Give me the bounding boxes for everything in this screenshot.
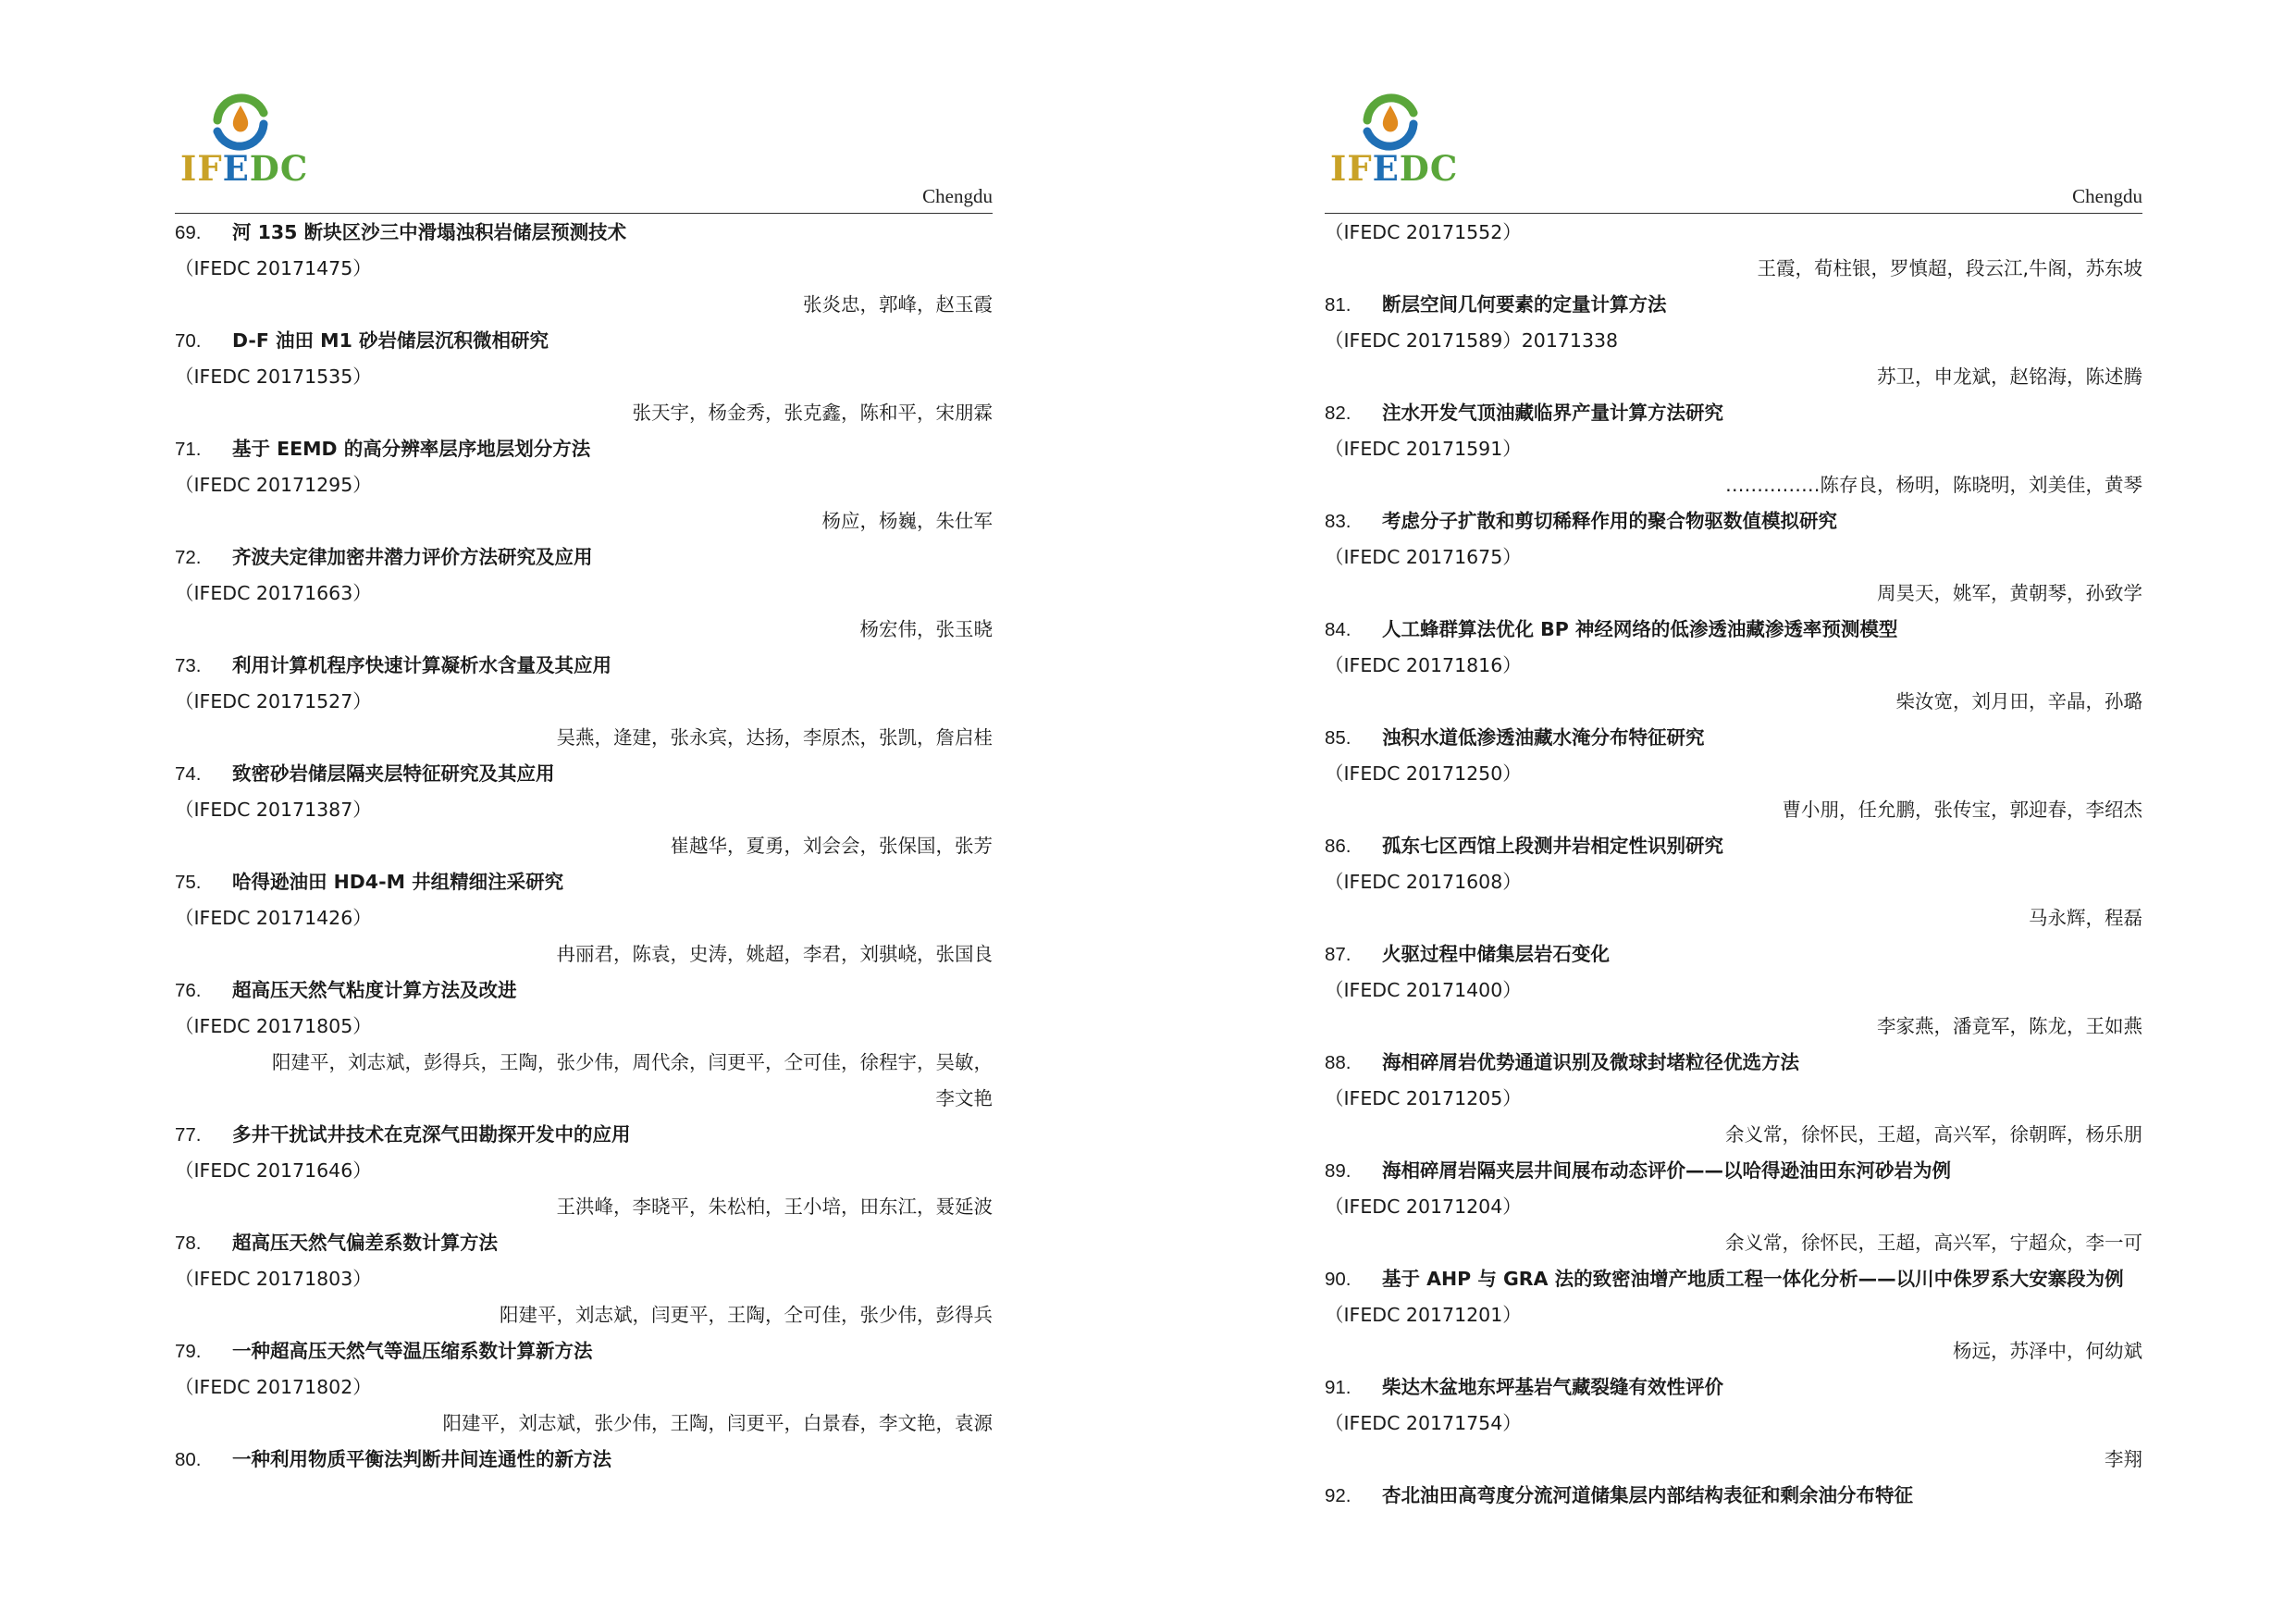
list-item — [1325, 1478, 2142, 1514]
entry-title — [1325, 1153, 2142, 1189]
entry-title-text: 注水开发气顶油藏临界产量计算方法研究 — [1382, 402, 1723, 424]
entry-id: （IFEDC 20171204） — [1325, 1196, 1522, 1218]
entry-title-text: 基于 EEMD 的高分辨率层序地层划分方法 — [232, 438, 591, 460]
entry-id: （IFEDC 20171663） — [175, 582, 372, 604]
entry-id: （IFEDC 20171527） — [175, 690, 372, 712]
list-item — [175, 864, 993, 973]
entry-title-text: 柴达木盆地东坪基岩气藏裂缝有效性评价 — [1382, 1376, 1723, 1398]
entry-number: 88. — [1325, 1052, 1352, 1073]
list-item — [175, 973, 993, 1117]
entry-id: （IFEDC 20171589）20171338 — [1325, 329, 1619, 352]
entry-title — [1325, 1261, 2142, 1297]
entry-authors: 杨远，苏泽中，何幼斌 — [1953, 1340, 2142, 1362]
entry-id: （IFEDC 20171675） — [1325, 546, 1522, 568]
entry-title-text: 哈得逊油田 HD4-M 井组精细注采研究 — [232, 871, 564, 893]
list-item — [1325, 1045, 2142, 1153]
entry-title-text: 利用计算机程序快速计算凝析水含量及其应用 — [232, 654, 611, 676]
entry-title-text: 齐波夫定律加密井潜力评价方法研究及应用 — [232, 546, 593, 568]
list-item — [1325, 828, 2142, 936]
entry-number: 86. — [1325, 836, 1352, 857]
list-item — [1325, 395, 2142, 503]
entry-title-text: 河 135 断块区沙三中滑塌浊积岩储层预测技术 — [232, 221, 627, 243]
logo-text: IFEDC — [1330, 148, 1459, 189]
list-item — [175, 1333, 993, 1442]
entry-title-text: 多井干扰试井技术在克深气田勘探开发中的应用 — [232, 1123, 631, 1146]
entry-title — [175, 323, 993, 359]
entry-title-text: 考虑分子扩散和剪切稀释作用的聚合物驱数值模拟研究 — [1382, 510, 1837, 532]
entry-number: 87. — [1325, 944, 1352, 965]
list-item — [175, 1225, 993, 1333]
entry-number: 81. — [1325, 294, 1352, 316]
entry-authors: 周昊天，姚军，黄朝琴，孙致学 — [1877, 582, 2142, 604]
entry-authors: 柴汝宽，刘月田，辛晶，孙璐 — [1895, 690, 2142, 712]
logo-emblem-icon — [180, 85, 301, 155]
right-page — [1325, 0, 2142, 1623]
entry-title-text: 海相碎屑岩隔夹层井间展布动态评价——以哈得逊油田东河砂岩为例 — [1382, 1159, 1951, 1182]
entry-id: （IFEDC 20171205） — [1325, 1087, 1522, 1109]
list-item — [175, 1442, 993, 1478]
entry-title-text: 火驱过程中储集层岩石变化 — [1382, 943, 1610, 965]
list-item — [175, 539, 993, 648]
entry-title — [1325, 720, 2142, 756]
entry-title — [1325, 1369, 2142, 1406]
list-item — [175, 431, 993, 539]
entry-authors: 余义常，徐怀民，王超，高兴军，徐朝晖，杨乐朋 — [1725, 1123, 2142, 1146]
list-item — [1325, 1153, 2142, 1261]
entry-id: （IFEDC 20171646） — [175, 1159, 372, 1182]
entry-number: 72. — [175, 547, 202, 568]
list-item — [1325, 612, 2142, 720]
entry-title — [1325, 828, 2142, 864]
entry-title — [175, 648, 993, 684]
entry-id: （IFEDC 20171805） — [175, 1015, 372, 1037]
logo-emblem-icon — [1330, 85, 1450, 155]
entry-id: （IFEDC 20171535） — [175, 365, 372, 388]
entry-authors: 阳建平，刘志斌，闫更平，王陶，仝可佳，张少伟，彭得兵 — [500, 1304, 993, 1326]
entry-authors: 张炎忠，郭峰，赵玉霞 — [803, 293, 993, 316]
entry-id: （IFEDC 20171295） — [175, 474, 372, 496]
entry-id: （IFEDC 20171426） — [175, 907, 372, 929]
entry-id: （IFEDC 20171400） — [1325, 979, 1522, 1001]
entry-authors: 李文艳 — [935, 1087, 993, 1109]
entry-title — [1325, 395, 2142, 431]
list-item — [175, 648, 993, 756]
entry-title — [175, 864, 993, 900]
entry-number: 71. — [175, 439, 202, 460]
entry-id: （IFEDC 20171591） — [1325, 438, 1522, 460]
entry-id: （IFEDC 20171250） — [1325, 762, 1522, 785]
entry-title-text: 致密砂岩储层隔夹层特征研究及其应用 — [232, 762, 555, 785]
entry-title — [175, 1442, 993, 1478]
entry-title — [1325, 1478, 2142, 1514]
entry-authors: 吴燕，逄建，张永宾，达扬，李原杰，张凯，詹启桂 — [556, 726, 993, 749]
entry-title-text: 浊积水道低渗透油藏水淹分布特征研究 — [1382, 726, 1705, 749]
list-item — [1325, 720, 2142, 828]
entry-authors: 李翔 — [2105, 1448, 2142, 1470]
entry-authors: 阳建平，刘志斌，彭得兵，王陶，张少伟，周代余，闫更平，仝可佳，徐程宇，吴敏， — [272, 1051, 993, 1073]
entry-title — [175, 756, 993, 792]
entry-id: （IFEDC 20171552） — [1325, 221, 1522, 243]
entry-title — [175, 1333, 993, 1369]
entry-authors: 崔越华，夏勇，刘会会，张保国，张芳 — [670, 835, 993, 857]
entry-title-text: 超高压天然气偏差系数计算方法 — [232, 1232, 498, 1254]
logo-text: IFEDC — [180, 148, 309, 189]
entry-number: 78. — [175, 1233, 202, 1254]
entry-title-text: 一种利用物质平衡法判断井间连通性的新方法 — [232, 1448, 611, 1470]
entry-title — [175, 1117, 993, 1153]
entry-title-text: 一种超高压天然气等温压缩系数计算新方法 — [232, 1340, 593, 1362]
list-item — [175, 215, 993, 323]
ifedc-logo — [1330, 85, 1459, 189]
entry-list-right — [1325, 215, 2142, 1514]
entry-title-text: 孤东七区西馆上段测井岩相定性识别研究 — [1382, 835, 1723, 857]
entry-authors: 杨应，杨巍，朱仕军 — [821, 510, 993, 532]
entry-authors: 张天宇，杨金秀，张克鑫，陈和平，宋朋霖 — [632, 402, 993, 424]
entry-title — [175, 1225, 993, 1261]
header-city: Chengdu — [2072, 185, 2142, 207]
entry-number: 85. — [1325, 727, 1352, 749]
list-item — [1325, 936, 2142, 1045]
entry-number: 90. — [1325, 1269, 1352, 1290]
list-item — [1325, 503, 2142, 612]
entry-authors: ……………陈存良，杨明，陈晓明，刘美佳，黄琴 — [1725, 474, 2142, 496]
list-item — [1325, 287, 2142, 395]
entry-number: 75. — [175, 872, 202, 893]
entry-title — [1325, 936, 2142, 973]
entry-authors: 马永辉，程磊 — [2029, 907, 2142, 929]
entry-title-text: 人工蜂群算法优化 BP 神经网络的低渗透油藏渗透率预测模型 — [1382, 618, 1898, 640]
entry-title-text: 杏北油田高弯度分流河道储集层内部结构表征和剩余油分布特征 — [1382, 1484, 1913, 1506]
entry-number: 74. — [175, 763, 202, 785]
entry-authors: 余义常，徐怀民，王超，高兴军，宁超众，李一可 — [1725, 1232, 2142, 1254]
entry-authors: 冉丽君，陈袁，史涛，姚超，李君，刘骐峣，张国良 — [556, 943, 993, 965]
list-item — [1325, 1369, 2142, 1478]
entry-title-text: 基于 AHP 与 GRA 法的致密油增产地质工程一体化分析——以川中侏罗系大安寨段为例 — [1382, 1268, 2124, 1290]
entry-number: 84. — [1325, 619, 1352, 640]
header-city: Chengdu — [922, 185, 993, 207]
entry-authors: 曹小朋，任允鹏，张传宝，郭迎春，李绍杰 — [1782, 799, 2142, 821]
left-page — [175, 0, 993, 1623]
entry-number: 73. — [175, 655, 202, 676]
entry-number: 80. — [175, 1449, 202, 1470]
entry-number: 91. — [1325, 1377, 1352, 1398]
entry-title-text: D-F 油田 M1 砂岩储层沉积微相研究 — [232, 329, 549, 352]
entry-id: （IFEDC 20171754） — [1325, 1412, 1522, 1434]
entry-title — [1325, 612, 2142, 648]
entry-title — [175, 431, 993, 467]
entry-id: （IFEDC 20171608） — [1325, 871, 1522, 893]
entry-id: （IFEDC 20171201） — [1325, 1304, 1522, 1326]
entry-authors: 李家燕，潘竟军，陈龙，王如燕 — [1877, 1015, 2142, 1037]
ifedc-logo — [180, 85, 309, 189]
entry-authors: 王洪峰，李晓平，朱松柏，王小培，田东江，聂延波 — [556, 1196, 993, 1218]
entry-number: 89. — [1325, 1160, 1352, 1182]
entry-id: （IFEDC 20171387） — [175, 799, 372, 821]
list-item — [175, 1117, 993, 1225]
entry-number: 76. — [175, 980, 202, 1001]
entry-list-left — [175, 215, 993, 1478]
entry-number: 79. — [175, 1341, 202, 1362]
entry-number: 70. — [175, 330, 202, 352]
entry-number: 82. — [1325, 403, 1352, 424]
entry-title-text: 断层空间几何要素的定量计算方法 — [1382, 293, 1667, 316]
entry-authors: 杨宏伟，张玉晓 — [859, 618, 993, 640]
list-item — [1325, 215, 2142, 287]
header-rule — [1325, 213, 2142, 214]
entry-title — [175, 973, 993, 1009]
entry-title — [1325, 503, 2142, 539]
entry-title — [175, 215, 993, 251]
entry-number: 83. — [1325, 511, 1352, 532]
entry-id: （IFEDC 20171475） — [175, 257, 372, 279]
entry-authors: 阳建平，刘志斌，张少伟，王陶，闫更平，白景春，李文艳，袁源 — [442, 1412, 993, 1434]
entry-id: （IFEDC 20171802） — [175, 1376, 372, 1398]
list-item — [175, 323, 993, 431]
header-rule — [175, 213, 993, 214]
entry-title-text: 海相碎屑岩优势通道识别及微球封堵粒径优选方法 — [1382, 1051, 1799, 1073]
entry-title — [1325, 287, 2142, 323]
entry-authors: 王霞，荀柱银，罗慎超，段云江,牛阁，苏东坡 — [1757, 257, 2142, 279]
entry-title — [175, 539, 993, 576]
entry-authors: 苏卫，申龙斌，赵铭海，陈述腾 — [1877, 365, 2142, 388]
list-item — [175, 756, 993, 864]
entry-title — [1325, 1045, 2142, 1081]
list-item — [1325, 1261, 2142, 1369]
entry-number: 69. — [175, 222, 202, 243]
entry-id: （IFEDC 20171803） — [175, 1268, 372, 1290]
entry-id: （IFEDC 20171816） — [1325, 654, 1522, 676]
entry-title-text: 超高压天然气粘度计算方法及改进 — [232, 979, 517, 1001]
entry-number: 77. — [175, 1124, 202, 1146]
entry-number: 92. — [1325, 1485, 1352, 1506]
